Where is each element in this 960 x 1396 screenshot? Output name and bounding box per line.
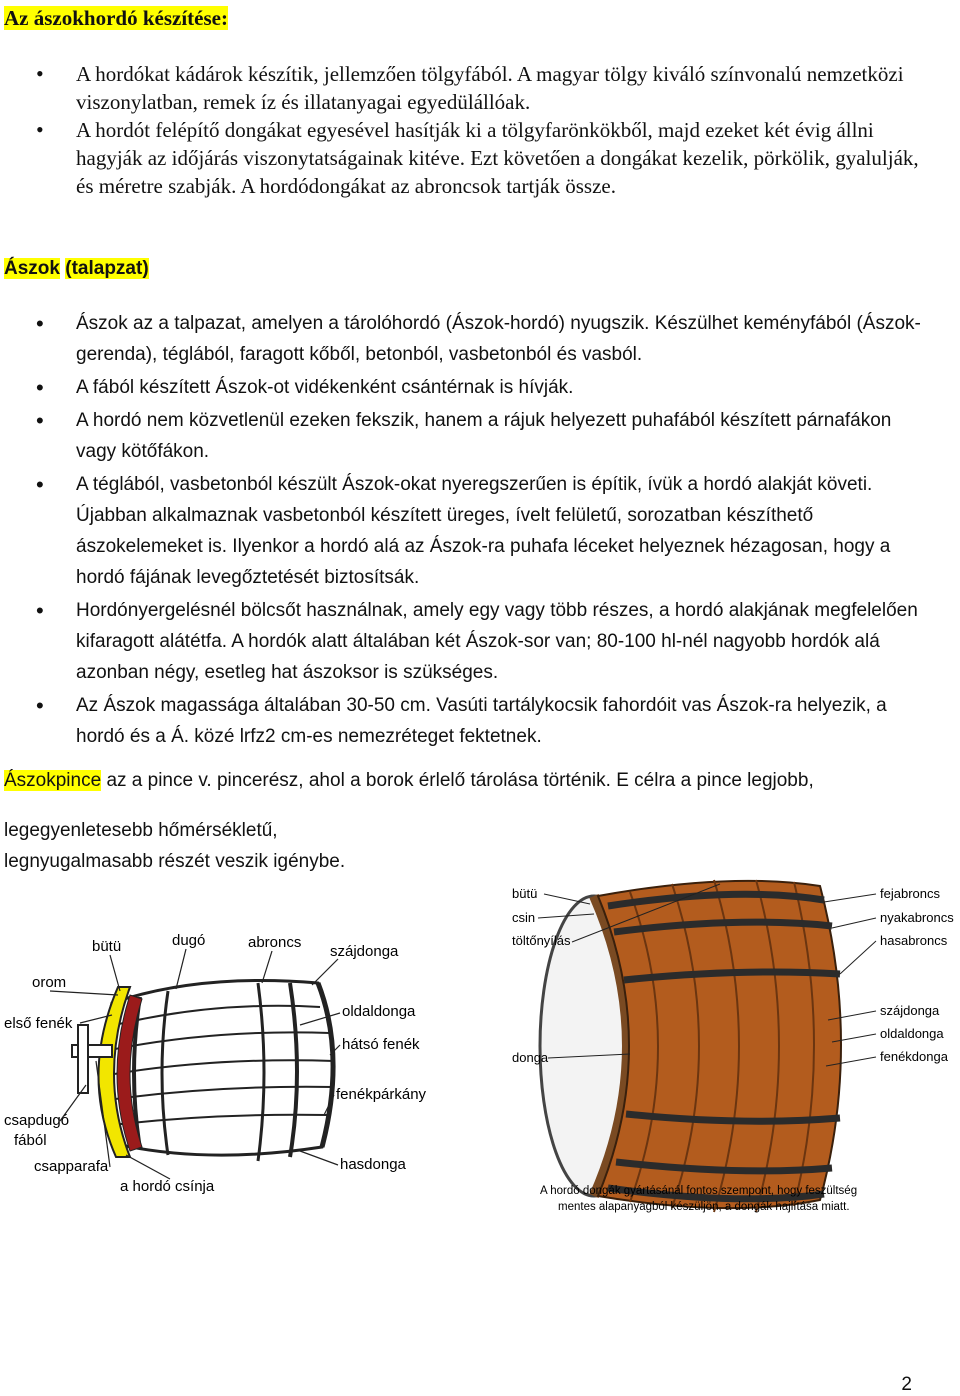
label-szajdonga: szájdonga xyxy=(880,1003,940,1018)
label-hatso-fenek: hátsó fenék xyxy=(342,1036,420,1053)
label-csin: csin xyxy=(512,910,536,925)
label-fabol: fából xyxy=(14,1132,47,1149)
list-item: • Ászok az a talpazat, amelyen a tárolóhordó (Ászok-hordó) nyugszik. Készülhet keményfából (Ászok-gerenda), téglából, faragott kőből, betonból, vasbetonból és vasból. xyxy=(0,308,935,370)
label-orom: orom xyxy=(32,974,67,991)
label-csinja: a hordó csínja xyxy=(120,1178,215,1195)
definition-line-2: legegyenletesebb hőmérsékletű, xyxy=(4,820,278,841)
barrel-elevation-diagram xyxy=(490,870,960,1220)
list-item: • A fából készített Ászok-ot vidékenként csántérnak is hívják. xyxy=(0,372,935,403)
label-donga: donga xyxy=(512,1050,549,1065)
page-number: 2 xyxy=(901,1374,912,1395)
barrel-section-diagram xyxy=(0,925,480,1205)
label-dugo: dugó xyxy=(172,932,206,949)
label-toltonyilas: töltőnyílás xyxy=(512,933,571,948)
label-nyakabroncs: nyakabroncs xyxy=(880,910,954,925)
section-heading xyxy=(4,258,149,280)
diagram-caption-line-1: A hordó dongák gyártásánál fontos szempont, hogy feszültség xyxy=(540,1185,858,1197)
list-item: • A hordókat kádárok készítik, jellemzően tölgyfából. A magyar tölgy kiváló színvonalú nemzetközi viszonylatban, remek íz és illatanyagai egyedülállóak. xyxy=(0,60,940,116)
label-csapdugo: csapdugó xyxy=(4,1112,70,1129)
section2-list xyxy=(0,308,935,752)
label-oldaldonga: oldaldonga xyxy=(342,1003,416,1020)
definition-paragraph xyxy=(4,766,814,796)
label-buetue: bütü xyxy=(512,886,538,901)
label-hasabroncs: hasabroncs xyxy=(880,933,948,948)
list-item: • Az Ászok magassága általában 30-50 cm. Vasúti tartálykocsik fahordóit vas Ászok-ra helyezik, a hordó és a Á. közé lrfz2 cm-es nemezréteget fektetnek. xyxy=(0,690,935,752)
definition-line-3: legnyugalmasabb részét veszik igénybe. xyxy=(4,851,346,872)
label-fejabroncs: fejabroncs xyxy=(880,886,940,901)
list-item: • A téglából, vasbetonból készült Ászok-okat nyeregszerűen is építik, ívük a hordó alakját követi. Újabban alkalmaznak vasbetonból készített üreges, ívelt felületű, sorozatban készíthető ászokelemeket is. Ilyenkor a hordó alá az Ászok-ra puhafa léceket helyeznek hézagosan, hogy a hordó fájának levegőztetését biztosítsák. xyxy=(0,469,935,593)
section-heading-term: Ászok xyxy=(4,258,60,279)
label-abroncs: abroncs xyxy=(248,934,302,951)
label-elso-fenek: első fenék xyxy=(4,1015,73,1032)
diagram-caption-line-2: mentes alapanyagból készüljön, a dongák hajlítása miatt. xyxy=(558,1201,850,1213)
label-oldaldonga: oldaldonga xyxy=(880,1026,944,1041)
section-heading-rest: (talapzat) xyxy=(65,258,149,279)
definition-text: az a pince v. pincerész, ahol a borok érlelő tárolása történik. E célra a pince legjobb, xyxy=(101,770,814,791)
label-buetue: bütü xyxy=(92,938,122,955)
list-item: • A hordó nem közvetlenül ezeken fekszik, hanem a rájuk helyezett puhafából készített párnafákon vagy kötőfákon. xyxy=(0,405,935,467)
section1-list xyxy=(0,60,940,200)
list-item: • A hordót felépítő dongákat egyesével hasítják ki a tölgyfarönkökből, majd ezeket két évig állni hagyják az időjárás viszonytatságainak kitéve. Ezt követően a dongákat kezelik, pörkölik, gyalulják, és méretre szabják. A hordódongákat az abroncsok tartják össze. xyxy=(0,116,940,200)
label-hasdonga: hasdonga xyxy=(340,1156,406,1173)
label-szajdonga: szájdonga xyxy=(330,943,399,960)
page-title: Az ászokhordó készítése: xyxy=(4,6,228,30)
label-fenekparkany: fenékpárkány xyxy=(336,1086,427,1103)
label-fenekdonga: fenékdonga xyxy=(880,1049,948,1064)
definition-term: Ászokpince xyxy=(4,770,102,791)
list-item: • Hordónyergelésnél bölcsőt használnak, amely egy vagy több részes, a hordó alakjának megfelelően kifaragott alátétfa. A hordók alatt általában két Ászok-sor van; 80-100 hl-nél nagyobb hordók alá azonban négy, esetleg hat ászoksor is szükséges. xyxy=(0,595,935,688)
label-csapparafa: csapparafa xyxy=(34,1158,109,1175)
